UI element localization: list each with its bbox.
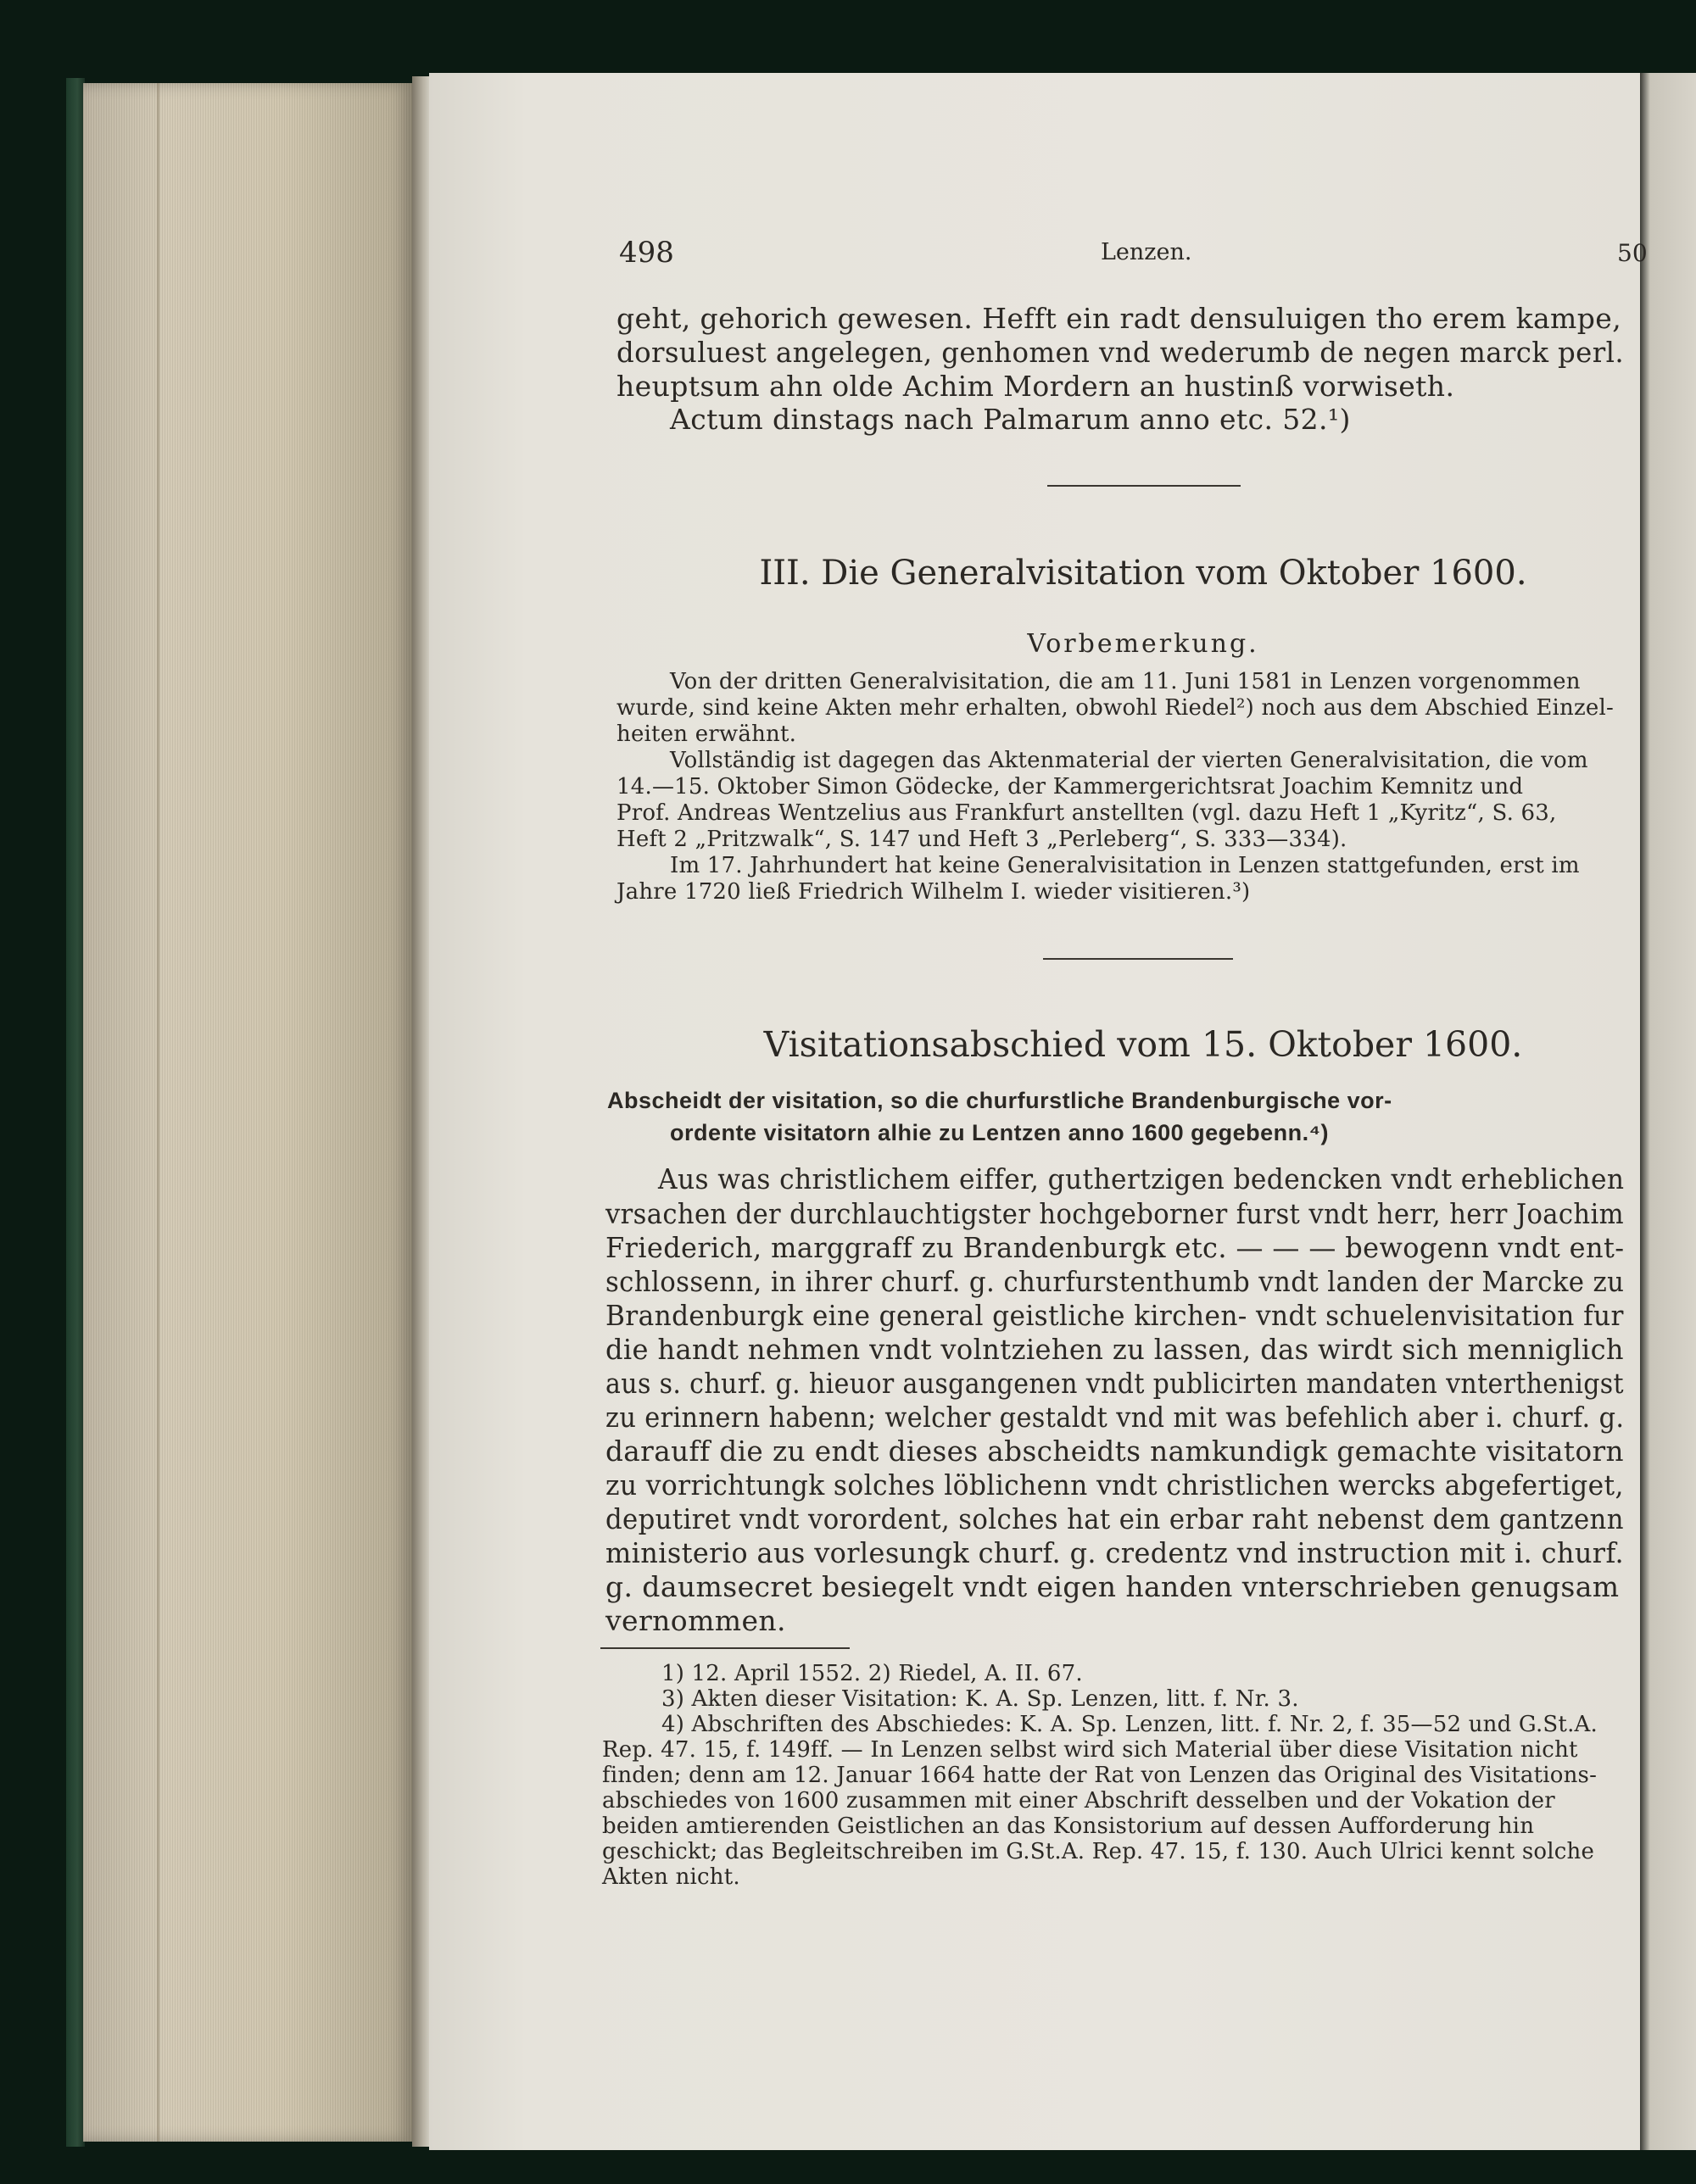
footnote-line: Rep. 47. 15, f. 149ff. — In Lenzen selbst wird sich Material über diese Visitation nicht (602, 1737, 1578, 1763)
footnote-line: 3) Akten dieser Visitation: K. A. Sp. Lenzen, litt. f. Nr. 3. (661, 1686, 1299, 1712)
abschied-line: darauff die zu endt dieses abscheidts namkundigk gemachte visitatorn (605, 1435, 1624, 1468)
abschied-line: deputiret vndt vorordent, solches hat ein erbar raht nebenst dem gantzenn (605, 1502, 1624, 1535)
abschied-line: die handt nehmen vndt volntziehen zu lassen, das wirdt sich menniglich (605, 1333, 1624, 1366)
section-title: III. Die Generalvisitation vom Oktober 1600. (759, 554, 1527, 593)
opening-line: geht, gehorich gewesen. Hefft ein radt densuluigen tho erem kampe, (616, 302, 1622, 335)
vorbemerkung-line: Prof. Andreas Wentzelius aus Frankfurt anstellten (vgl. dazu Heft 1 „Kyritz“, S. 63, (616, 800, 1557, 826)
section-divider (1043, 958, 1233, 960)
adjacent-page-number: 50 (1617, 239, 1648, 267)
footnote-line: Akten nicht. (602, 1864, 740, 1890)
page-number: 498 (619, 236, 674, 270)
footnote-separator (600, 1647, 850, 1649)
abschied-line: ministerio aus vorlesungk churf. g. credentz vnd instruction mit i. churf. (605, 1536, 1625, 1569)
vorbemerkung-line: Heft 2 „Pritzwalk“, S. 147 und Heft 3 „Perleberg“, S. 333—334). (616, 827, 1347, 852)
vorbemerkung-line: Im 17. Jahrhundert hat keine Generalvisitation in Lenzen stattgefunden, erst im (670, 853, 1580, 878)
book-fore-edge (83, 83, 412, 2142)
book-spine (66, 78, 85, 2147)
abschied-line: zu erinnern habenn; welcher gestaldt vnd mit was befehlich aber i. churf. g. (605, 1401, 1625, 1434)
abschied-title: Visitationsabschied vom 15. Oktober 1600. (763, 1024, 1523, 1065)
vorbemerkung-line: Vollständig ist dagegen das Aktenmaterial der vierten Generalvisitation, die vom (670, 748, 1588, 773)
page-gutter (412, 76, 431, 2147)
abschied-heading-line: Abscheidt der visitation, so die churfurstliche Brandenburgische vor- (607, 1088, 1392, 1113)
opening-line: heuptsum ahn olde Achim Mordern an hustinß vorwiseth. (616, 370, 1455, 403)
footnote-line: beiden amtierenden Geistlichen an das Konsistorium auf dessen Aufforderung hin (602, 1814, 1535, 1839)
footnote-line: 4) Abschriften des Abschiedes: K. A. Sp. Lenzen, litt. f. Nr. 2, f. 35—52 und G.St.A. (661, 1712, 1598, 1737)
adjacent-page-edge (1640, 73, 1696, 2150)
abschied-line: schlossenn, in ihrer churf. g. churfurstenthumb vndt landen der Marcke zu (605, 1265, 1625, 1298)
footnote-line: geschickt; das Begleitschreiben im G.St.A. Rep. 47. 15, f. 130. Auch Ulrici kennt solche (602, 1839, 1595, 1864)
abschied-heading-line: ordente visitatorn alhie zu Lentzen anno 1600 gegebenn.⁴) (670, 1120, 1329, 1145)
abschied-line: aus s. churf. g. hieuor ausgangenen vndt publicirten mandaten vnterthenigst (605, 1367, 1624, 1400)
footnote-line: finden; denn am 12. Januar 1664 hatte der Rat von Lenzen das Original des Visitations- (602, 1763, 1598, 1788)
footnote-line: 1) 12. April 1552. 2) Riedel, A. II. 67. (661, 1661, 1083, 1686)
abschied-line: vrsachen der durchlauchtigster hochgeborner furst vndt herr, herr Joachim (605, 1197, 1625, 1230)
opening-line: dorsuluest angelegen, genhomen vnd wederumb de negen marck perl. (616, 336, 1625, 369)
vorbemerkung-line: wurde, sind keine Akten mehr erhalten, obwohl Riedel²) noch aus dem Abschied Einzel- (616, 695, 1614, 721)
vorbemerkung-line: Jahre 1720 ließ Friedrich Wilhelm I. wieder visitieren.³) (616, 879, 1251, 905)
abschied-line: g. daumsecret besiegelt vndt eigen handen vnterschrieben genugsam (605, 1570, 1620, 1603)
vorbemerkung-line: heiten erwähnt. (616, 722, 797, 747)
opening-line: Actum dinstags nach Palmarum anno etc. 52.¹) (670, 403, 1351, 436)
footnote-line: abschiedes von 1600 zusammen mit einer Abschrift desselben und der Vokation der (602, 1788, 1555, 1814)
abschied-line: Aus was christlichem eiffer, guthertzigen bedencken vndt erheblichen (658, 1162, 1625, 1195)
section-divider (1047, 485, 1241, 487)
abschied-line: zu vorrichtungk solches löblichenn vndt christlichen wercks abgefertiget, (605, 1468, 1624, 1502)
fore-edge-line (157, 83, 159, 2142)
abschied-line: vernommen. (605, 1604, 786, 1637)
abschied-line: Friederich, marggraff zu Brandenburgk etc. — — — bewogenn vndt ent- (605, 1231, 1625, 1264)
running-title: Lenzen. (1101, 239, 1192, 265)
abschied-line: Brandenburgk eine general geistliche kirchen- vndt schuelenvisitation fur (605, 1299, 1624, 1332)
vorbemerkung-line: Von der dritten Generalvisitation, die am 11. Juni 1581 in Lenzen vorgenommen (670, 669, 1581, 694)
section-subtitle: Vorbemerkung. (1027, 629, 1259, 659)
vorbemerkung-line: 14.—15. Oktober Simon Gödecke, der Kammergerichtsrat Joachim Kemnitz und (616, 774, 1524, 800)
